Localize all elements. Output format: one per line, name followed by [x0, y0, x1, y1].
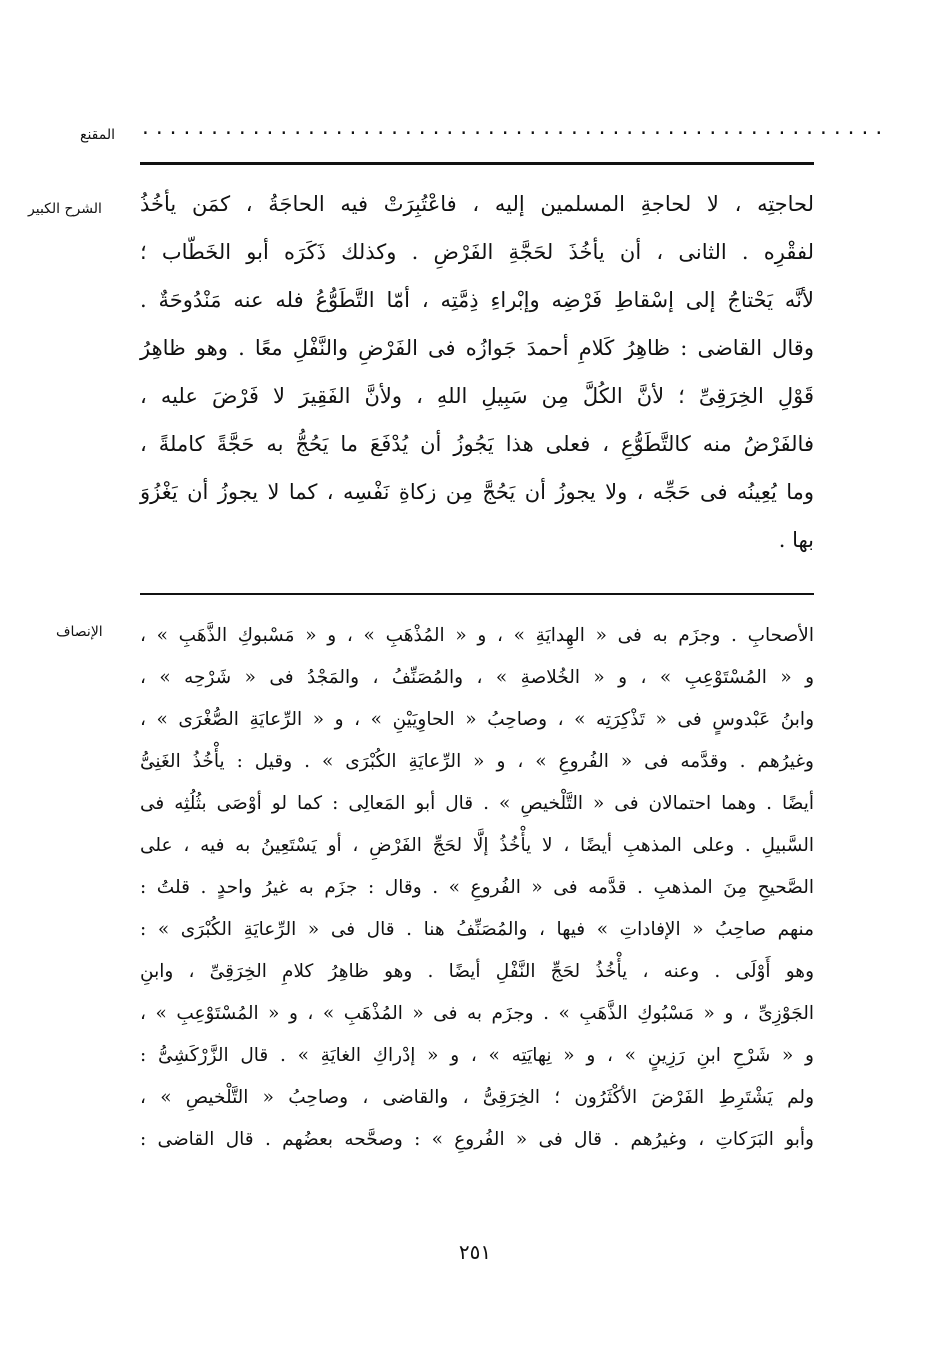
sharh-text-block — [140, 180, 814, 564]
text-line: وغيرُهم . وقدَّمه فى « الفُروعِ » ، و « الرِّعايَةِ الكُبْرَى » . وقيل : يأْخُذُ الغَنِىُّ — [140, 751, 814, 772]
text-line: وابنُ عَبْدوسٍ فى « تَذْكِرَتِه » ، وصاحِبُ « الحاوِيَيْنِ » ، و « الرِّعايَةِ الصُّغْرَى » ، — [140, 709, 814, 730]
text-line: لأنَّه يَحْتاجُ إلى إسْقاطِ فَرْضِه وإبْراءِ ذِمَّتِه ، أمّا التَّطَوُّعُ فله عنه مَنْدُوحَةٌ . — [140, 288, 814, 312]
section-divider — [140, 593, 814, 595]
text-line: وهو أَوْلَى . وعنه ، يأْخُذُ لحَجِّ النَّفْلِ أيضًا . وهو ظاهِرُ كلامِ الخِرَقِىِّ ، وابنِ — [140, 961, 814, 982]
text-line: السَّبيلِ . وعلى المذهبِ أيضًا ، لا يأْخُذُ إلَّا لحَجِّ الفَرْضِ ، أو يَسْتَعِينُ به فيه ، على — [140, 835, 814, 856]
text-line: فالفَرْضُ منه كالتَّطَوُّعِ ، فعلى هذا يَجُوزُ أن يُدْفَعَ ما يَحُجُّ به حَجَّةً كاملةً ، — [140, 432, 814, 456]
insaf-text-block — [140, 615, 814, 1161]
header-dotted-line: ...................................................... — [140, 118, 888, 139]
text-line: و « المُسْتَوْعِبِ » ، و « الخُلاصةِ » ، والمُصَنِّفُ ، والمَجْدُ فى « شَرْحِه » ، — [140, 667, 814, 688]
text-line: الجَوْزِىِّ ، و « مَسْبُوكِ الذَّهَبِ » . وجزَم به فى « المُذْهَبِ » ، و « المُسْتَوْعِبِ » ، — [140, 1003, 814, 1024]
text-line: لحاجتِه ، لا لحاجةِ المسلمين إليه ، فاعْتُبِرَتْ فيه الحاجَةُ ، كمَن يأخُذُ — [140, 192, 814, 216]
sharh-section-label: الشرح الكبير — [28, 201, 102, 217]
text-line: بها . — [778, 528, 814, 552]
text-line: وقال القاضى : ظاهِرُ كَلامِ أحمدَ جَوازُه فى الفَرْضِ والنَّفْلِ معًا . وهو ظاهِرُ — [140, 336, 814, 360]
text-line: ولم يَشْتَرِطِ الفَرْضَ الأكْثَرُون ؛ الخِرَقِىُّ ، والقاضى ، وصاحِبُ « التَّلْخيصِ » ، — [140, 1087, 814, 1108]
header-rule — [140, 162, 814, 165]
text-line: وأبو البَرَكاتِ ، وغيرُهم . قال فى « الفُروعِ » : وصحَّحه بعضُهم . قال القاضى : — [140, 1129, 814, 1150]
text-line: الأصحابِ . وجزَم به فى « الهِدايَةِ » ، و « المُذْهَبِ » ، و « مَسْبوكِ الذَّهَبِ » ، — [140, 625, 814, 646]
text-line: أيضًا . وهما احتمالان فى « التَّلْخيصِ » . قال أبو المَعالِى : كما لو أوْصَى بثُلُثِه فى — [140, 793, 814, 814]
text-line: و « شَرْحِ ابنِ رَزِينٍ » ، و « نِهايَتِه » ، و « إدْراكِ الغايَةِ » . قال الزَّرْكَشِىُّ : — [140, 1045, 814, 1066]
insaf-section-label: الإنصاف — [56, 624, 103, 640]
page-number: ٢٥١ — [458, 1240, 492, 1264]
text-line: وما يُعِينُه فى حَجِّه ، ولا يجوزُ أن يَحُجَّ مِن زكاةِ نَفْسِه ، كما لا يجوزُ أن يَغْزُوَ — [140, 480, 814, 504]
book-title-label: المقنع — [80, 127, 116, 143]
text-line: الصَّحيحِ مِنَ المذهبِ . قدَّمه فى « الفُروعِ » . وقال : جزَم به غيرُ واحدٍ . قلتُ : — [140, 877, 814, 898]
text-line: لفقْرِه . الثانى ، أن يأخُذَ لحَجَّةِ الفَرْضِ . وكذلك ذَكَرَه أبو الخَطّاب ؛ — [140, 240, 814, 264]
text-line: قَوْلِ الخِرَقِىِّ ؛ لأنَّ الكُلَّ مِن سَبِيلِ اللهِ ، ولأنَّ الفَقِيرَ لا فَرْضَ عليه ، — [140, 384, 814, 408]
text-line: منهم صاحِبُ « الإفاداتِ » فيها ، والمُصَنِّفُ هنا . قال فى « الرِّعايَةِ الكُبْرَى » : — [140, 919, 814, 940]
